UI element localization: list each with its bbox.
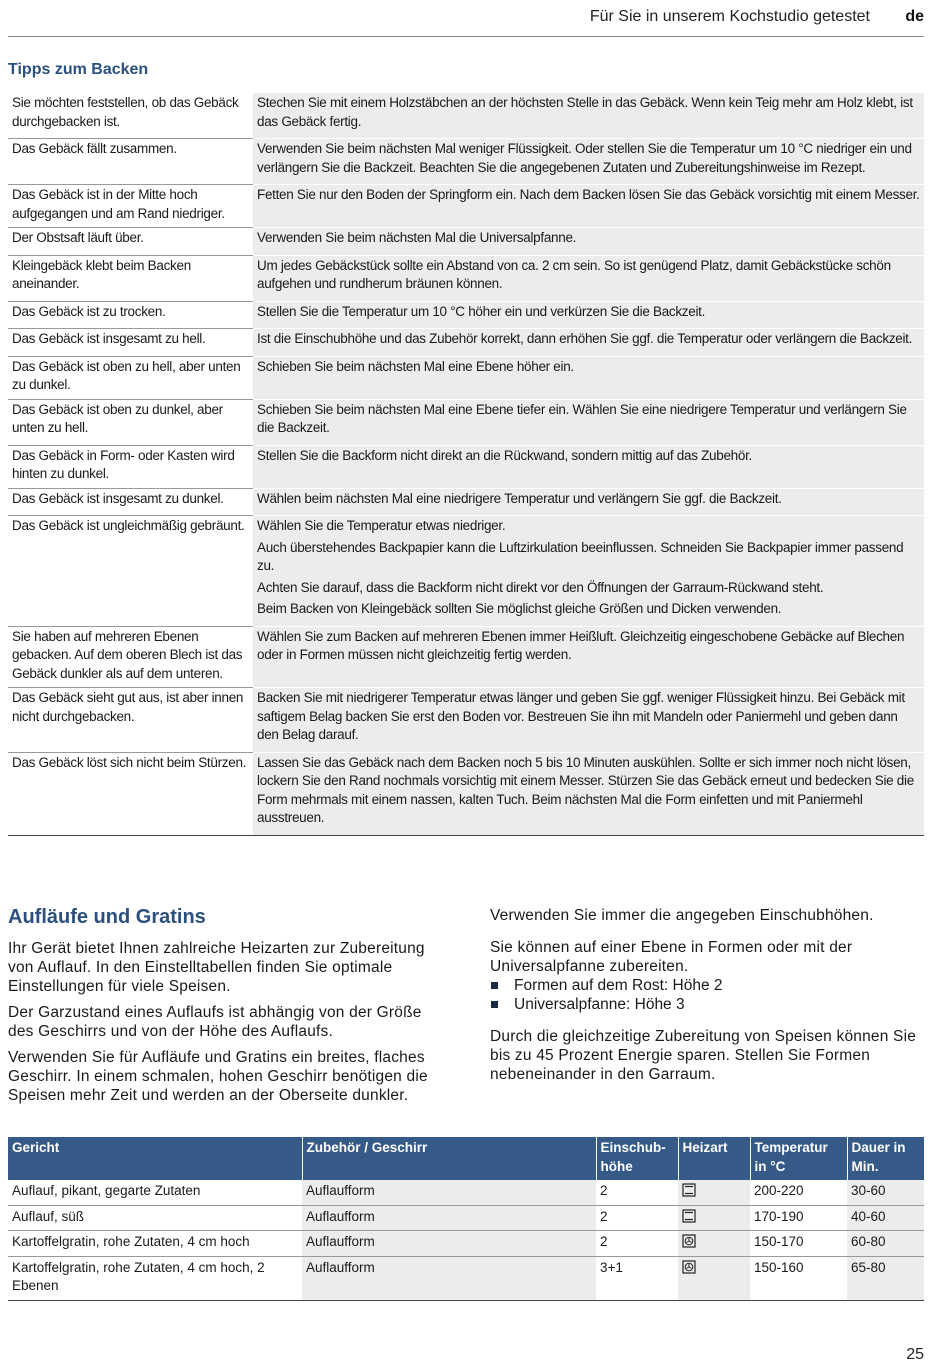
accessory-cell: Auflaufform	[302, 1231, 596, 1257]
tip-row	[8, 445, 924, 488]
tip-solution-cell	[253, 301, 924, 329]
duration-cell: 40-60	[847, 1205, 924, 1231]
table-row	[8, 1256, 924, 1300]
header-divider	[8, 36, 924, 37]
tip-problem: Das Gebäck ist oben zu dunkel, aber unten zu hell.	[8, 399, 253, 445]
tip-solution: Lassen Sie das Gebäck nach dem Backen noch 5 bis 10 Minuten auskühlen. Sollte er sich immer noch nicht lösen, lockern Sie den Rand nochmals vorsichtig mit einem Messer. Stürzen Sie das Gebäck erneut und bedecken Sie die Form mehrmals mit einem nassen, kalten Tuch. Beim nächsten Mal die Form einfetten und mit Paniermehl ausstreuen.	[257, 754, 914, 825]
tip-solution-cell	[253, 626, 924, 688]
tip-row	[8, 228, 924, 256]
table-header-row	[8, 1137, 924, 1180]
tip-problem: Kleingebäck klebt beim Backen aneinander.	[8, 255, 253, 301]
gratins-paragraph: Durch die gleichzeitige Zubereitung von Speisen können Sie bis zu 45 Prozent Energie sparen. Stellen Sie Formen nebeneinander in den Garraum.	[490, 1028, 917, 1083]
tips-section-title: Tipps zum Backen	[8, 61, 149, 78]
language-code: de	[905, 8, 924, 25]
tip-solution: Verwenden Sie beim nächsten Mal weniger Flüssigkeit. Oder stellen Sie die Temperatur um 10 °C niedriger ein und verlängern Sie die Backzeit. Beachten Sie die angegebenen Zutaten und Zubereitungshinweise im Rezept.	[257, 141, 912, 175]
table-row	[8, 1231, 924, 1257]
tip-problem: Das Gebäck ist insgesamt zu dunkel.	[8, 488, 253, 516]
gratins-paragraph: Der Garzustand eines Auflaufs ist abhängig von der Größe des Geschirrs und von der Höhe des Auflaufs.	[8, 1004, 422, 1040]
tip-solution: Stechen Sie mit einem Holzstäbchen an der höchsten Stelle in das Gebäck. Wenn kein Teig mehr am Holz klebt, ist das Gebäck fertig.	[257, 95, 913, 129]
column-header-level: Einschub- höhe	[596, 1137, 678, 1180]
tip-row	[8, 488, 924, 516]
gratins-paragraph: Sie können auf einer Ebene in Formen oder mit der Universalpfanne zubereiten.	[490, 939, 853, 975]
tip-solution-cell	[253, 516, 924, 627]
tip-solution-cell	[253, 255, 924, 301]
tip-row	[8, 185, 924, 228]
level-list	[490, 976, 924, 1014]
tip-problem: Der Obstsaft läuft über.	[8, 228, 253, 256]
duration-cell: 60-80	[847, 1231, 924, 1257]
dish-cell: Auflauf, pikant, gegarte Zutaten	[8, 1180, 302, 1205]
temperature-cell: 200-220	[750, 1180, 847, 1205]
temperature-cell: 150-160	[750, 1256, 847, 1300]
tip-problem: Das Gebäck ist in der Mitte hoch aufgegangen und am Rand niedriger.	[8, 185, 253, 228]
column-header-dish: Gericht	[8, 1137, 302, 1180]
running-header-title: Für Sie in unserem Kochstudio getestet	[589, 8, 870, 25]
tip-problem: Das Gebäck löst sich nicht beim Stürzen.	[8, 752, 253, 835]
table-row	[8, 1180, 924, 1205]
dish-cell: Kartoffelgratin, rohe Zutaten, 4 cm hoch	[8, 1231, 302, 1257]
temperature-cell: 150-170	[750, 1231, 847, 1257]
gratins-paragraph: Ihr Gerät bietet Ihnen zahlreiche Heizarten zur Zubereitung von Auflauf. In den Einstelltabellen finden Sie optimale Einstellungen für viele Speisen.	[8, 940, 425, 995]
level-cell: 2	[596, 1205, 678, 1231]
bullet-icon	[491, 1001, 498, 1008]
tip-problem: Das Gebäck fällt zusammen.	[8, 139, 253, 185]
tip-row	[8, 626, 924, 688]
tip-row	[8, 516, 924, 627]
tip-solution: Schieben Sie beim nächsten Mal eine Ebene tiefer ein. Wählen Sie eine niedrigere Temperatur und verlängern Sie die Backzeit.	[257, 401, 907, 435]
tip-solution-cell	[253, 185, 924, 228]
tip-solution: Schieben Sie beim nächsten Mal eine Ebene höher ein.	[257, 358, 574, 374]
tip-row	[8, 329, 924, 357]
accessory-cell: Auflaufform	[302, 1256, 596, 1300]
tip-row	[8, 139, 924, 185]
tip-solution: Fetten Sie nur den Boden der Springform ein. Nach dem Backen lösen Sie das Gebäck vorsichtig mit einem Messer.	[257, 187, 920, 202]
gratins-right-column	[490, 906, 924, 1091]
tip-solution: Wählen Sie die Temperatur etwas niedriger.	[257, 518, 506, 533]
tip-solution: Wählen beim nächsten Mal eine niedrigere Temperatur und verlängern Sie ggf. die Backzeit.	[257, 490, 782, 506]
heating-cell	[678, 1205, 750, 1231]
tip-problem: Sie haben auf mehreren Ebenen gebacken. Auf dem oberen Blech ist das Gebäck dunkler als auf dem unteren.	[8, 626, 253, 688]
tip-solution-cell	[253, 139, 924, 185]
tip-solution: Stellen Sie die Temperatur um 10 °C höher ein und verkürzen Sie die Backzeit.	[257, 303, 706, 319]
tip-solution-cell	[253, 93, 924, 139]
heating-cell	[678, 1180, 750, 1205]
tip-solution-cell	[253, 688, 924, 753]
tip-solution: Stellen Sie die Backform nicht direkt an die Rückwand, sondern mittig auf das Zubehör.	[257, 447, 752, 463]
table-row	[8, 1205, 924, 1231]
hot-air-icon	[682, 1260, 696, 1274]
dish-cell: Kartoffelgratin, rohe Zutaten, 4 cm hoch, 2 Ebenen	[8, 1256, 302, 1300]
tip-row	[8, 752, 924, 835]
tip-row	[8, 688, 924, 753]
tip-problem: Das Gebäck in Form- oder Kasten wird hinten zu dunkel.	[8, 445, 253, 488]
tip-solution: Wählen Sie zum Backen auf mehreren Ebenen immer Heißluft. Gleichzeitig eingeschobene Gebäcke auf Blechen oder in Formen müssen nicht gleichzeitig fertig werden.	[257, 628, 905, 662]
tip-solution: Auch überstehendes Backpapier kann die Luftzirkulation beeinflussen. Schneiden Sie Backpapier immer passend zu.	[257, 539, 904, 573]
gratins-paragraph: Verwenden Sie immer die angegeben Einschubhöhen.	[490, 907, 874, 924]
list-item-text: Formen auf dem Rost: Höhe 2	[514, 977, 723, 994]
list-item-text: Universalpfanne: Höhe 3	[514, 996, 685, 1013]
duration-cell: 30-60	[847, 1180, 924, 1205]
bullet-icon	[491, 982, 498, 989]
tip-solution-cell	[253, 329, 924, 357]
level-cell: 2	[596, 1231, 678, 1257]
accessory-cell: Auflaufform	[302, 1205, 596, 1231]
tip-solution-cell	[253, 228, 924, 256]
tip-row	[8, 93, 924, 139]
gratin-settings-table	[8, 1137, 924, 1301]
column-header-heating: Heizart	[678, 1137, 750, 1180]
dish-cell: Auflauf, süß	[8, 1205, 302, 1231]
tip-solution: Ist die Einschubhöhe und das Zubehör korrekt, dann erhöhen Sie ggf. die Temperatur oder verlängern die Backzeit.	[257, 331, 913, 346]
tip-solution-cell	[253, 356, 924, 399]
duration-cell: 65-80	[847, 1256, 924, 1300]
tip-problem: Das Gebäck ist ungleichmäßig gebräunt.	[8, 516, 253, 627]
tip-row	[8, 255, 924, 301]
tip-solution: Backen Sie mit niedrigerer Temperatur etwas länger und geben Sie ggf. weniger Flüssigkeit hinzu. Bei Gebäck mit saftigem Belag backen Sie erst den Boden vor. Bestreuen Sie ihn mit Mandeln oder Paniermehl und geben dann den Belag darauf.	[257, 690, 905, 742]
level-cell: 2	[596, 1180, 678, 1205]
list-item	[490, 976, 924, 995]
top-bottom-heat-icon	[682, 1183, 696, 1197]
column-header-temperature: Temperatur in °C	[750, 1137, 847, 1180]
tip-solution-cell	[253, 488, 924, 516]
tip-solution: Verwenden Sie beim nächsten Mal die Universalpfanne.	[257, 230, 577, 245]
tip-row	[8, 301, 924, 329]
tip-row	[8, 356, 924, 399]
tip-solution: Achten Sie darauf, dass die Backform nicht direkt vor den Öffnungen der Garraum-Rückwand steht.	[257, 579, 824, 595]
baking-tips-table	[8, 93, 924, 836]
column-header-duration: Dauer in Min.	[847, 1137, 924, 1180]
tip-problem: Das Gebäck ist insgesamt zu hell.	[8, 329, 253, 357]
tip-solution-cell	[253, 445, 924, 488]
tip-solution-cell	[253, 752, 924, 835]
gratins-heading: Aufläufe und Gratins	[8, 906, 206, 928]
tip-solution-cell	[253, 399, 924, 445]
temperature-cell: 170-190	[750, 1205, 847, 1231]
tip-solution: Um jedes Gebäckstück sollte ein Abstand von ca. 2 cm sein. So ist genügend Platz, damit Gebäckstücke schön aufgehen und rundherum bräunen können.	[257, 257, 891, 291]
gratins-paragraph: Verwenden Sie für Aufläufe und Gratins ein breites, flaches Geschirr. In einem schmalen, hohen Geschirr benötigen die Speisen mehr Zeit und werden an der Oberseite dunkler.	[8, 1049, 428, 1104]
accessory-cell: Auflaufform	[302, 1180, 596, 1205]
tip-problem: Sie möchten feststellen, ob das Gebäck durchgebacken ist.	[8, 93, 253, 139]
hot-air-icon	[682, 1234, 696, 1248]
column-header-accessory: Zubehör / Geschirr	[302, 1137, 596, 1180]
tip-problem: Das Gebäck ist oben zu hell, aber unten zu dunkel.	[8, 356, 253, 399]
tip-problem: Das Gebäck ist zu trocken.	[8, 301, 253, 329]
level-cell: 3+1	[596, 1256, 678, 1300]
list-item	[490, 995, 924, 1014]
tip-row	[8, 399, 924, 445]
heating-cell	[678, 1231, 750, 1257]
top-bottom-heat-icon	[682, 1209, 696, 1223]
heating-cell	[678, 1256, 750, 1300]
page-number: 25	[906, 1346, 924, 1363]
gratins-left-column	[8, 906, 433, 1112]
tip-solution: Beim Backen von Kleingebäck sollten Sie möglichst gleiche Größen und Dicken verwenden.	[257, 601, 782, 616]
tip-problem: Das Gebäck sieht gut aus, ist aber innen nicht durchgebacken.	[8, 688, 253, 753]
